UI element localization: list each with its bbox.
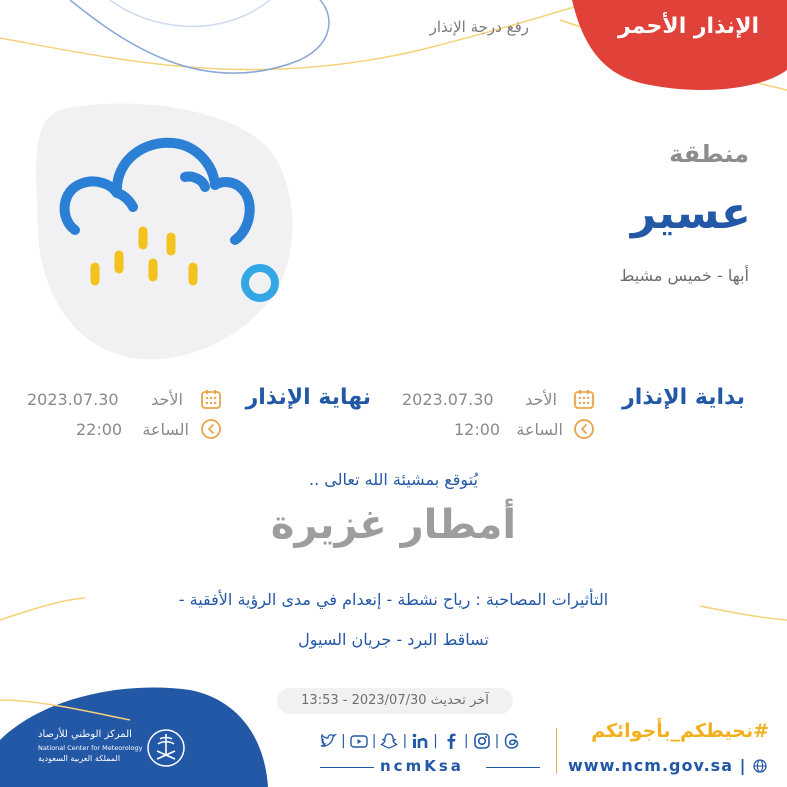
effects-line-1: التأثيرات المصاحبة : رياح نشطة - إنعدام في مدى الرؤية الأفقية - (178, 590, 609, 609)
end-time-label: الساعة (142, 420, 189, 439)
social-handle[interactable]: ncmKsa (380, 757, 464, 775)
end-date: 2023.07.30 (27, 390, 119, 409)
region-cities: أبها - خميس مشيط (619, 266, 749, 285)
x-icon[interactable] (318, 731, 338, 751)
region-name: عسير (630, 188, 751, 239)
last-update-badge: آخر تحديث 2023/07/30 - 13:53 (277, 688, 513, 714)
end-title: نهاية الإنذار (245, 385, 371, 410)
org-name-ar: المركز الوطني للأرصاد (38, 729, 132, 740)
effects-line-2: تساقط البرد - جريان السيول (298, 630, 489, 649)
calendar-icon (573, 388, 595, 410)
org-country-ar: المملكة العربية السعودية (38, 754, 121, 763)
raise-level-label: رفع درجة الإنذار (429, 18, 529, 36)
clock-icon (573, 418, 595, 440)
facebook-icon[interactable] (441, 731, 461, 751)
start-day: الأحد (525, 390, 557, 409)
org-name-en: National Center for Meteorology (38, 744, 143, 752)
globe-icon (753, 759, 767, 773)
forecast-intro: يُتوقع بمشيئة الله تعالى .. (309, 470, 478, 489)
start-time: 12:00 (454, 420, 501, 439)
forecast-headline: أمطار غزيرة (270, 502, 517, 548)
social-icons: | | | | | | (318, 730, 544, 752)
instagram-icon[interactable] (472, 731, 492, 751)
footer-divider (556, 728, 557, 774)
clock-icon (200, 418, 222, 440)
alert-level-label: الإنذار الأحمر (618, 14, 759, 39)
handle-line-left (320, 767, 374, 768)
ncm-emblem-logo (146, 726, 186, 770)
website-link[interactable]: www.ncm.gov.sa | (568, 756, 767, 775)
handle-line-right (486, 767, 540, 768)
end-day: الأحد (151, 390, 183, 409)
rain-cloud-icon (55, 135, 295, 310)
start-time-label: الساعة (516, 420, 563, 439)
snapchat-icon[interactable] (379, 731, 399, 751)
threads-icon[interactable] (502, 731, 522, 751)
start-title: بداية الإنذار (622, 385, 745, 410)
website-text: www.ncm.gov.sa (568, 756, 733, 775)
end-time: 22:00 (76, 420, 123, 439)
linkedin-icon[interactable] (410, 731, 430, 751)
calendar-icon (200, 388, 222, 410)
region-label: منطقة (669, 140, 749, 168)
start-date: 2023.07.30 (402, 390, 494, 409)
youtube-icon[interactable] (349, 731, 369, 751)
hashtag: #نحيطكم_بأجوائكم (591, 720, 769, 742)
